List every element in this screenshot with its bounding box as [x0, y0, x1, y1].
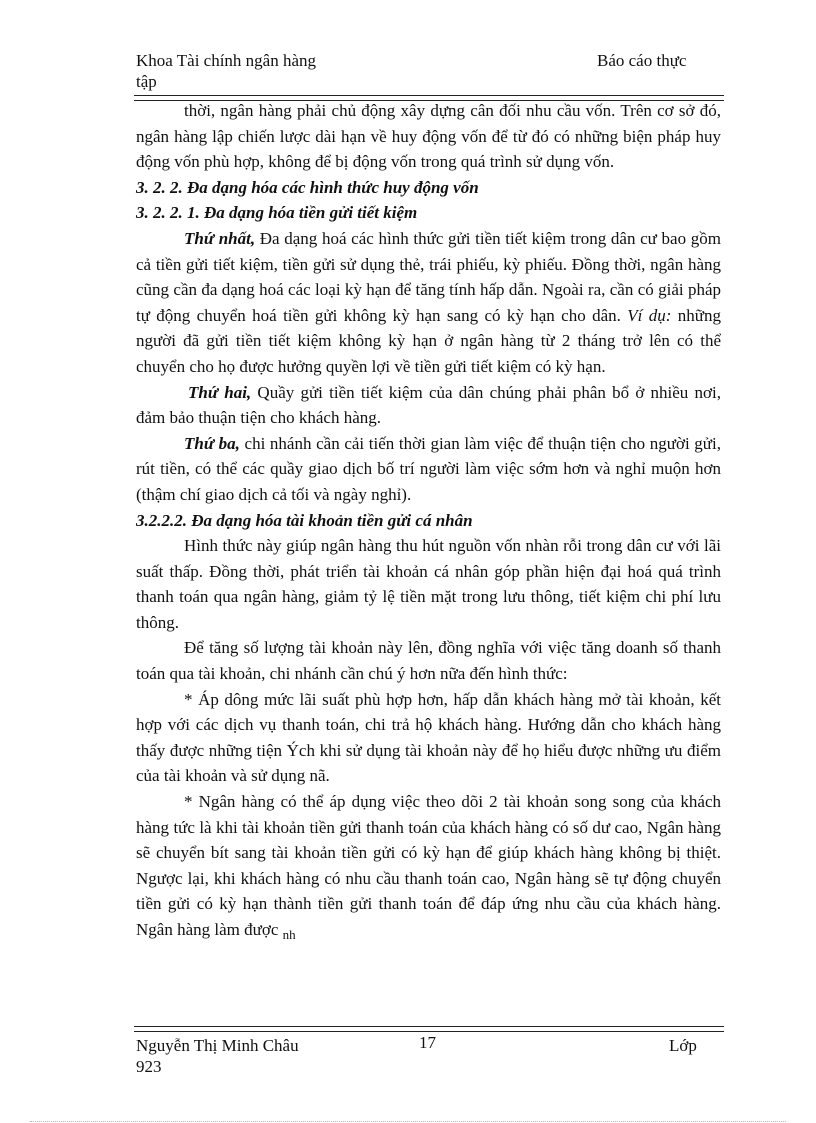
footer-author [136, 1035, 299, 1077]
header-left [136, 50, 316, 92]
paragraph-first-point [136, 226, 721, 380]
second-point-text: Quầy gửi tiền tiết kiệm của dân chúng phải phân bổ ở nhiều nơi, đảm bảo thuận tiện cho khách hàng. [136, 382, 721, 428]
example-label: Ví dụ: [627, 305, 672, 325]
paragraph-third-point [136, 431, 721, 508]
footer-author-name: Nguyễn Thị Minh Châu [136, 1036, 299, 1055]
section-heading-3-2-2: 3. 2. 2. Đa dạng hóa các hình thức huy động vốn [136, 177, 479, 197]
header-report-title: Báo cáo thực [597, 51, 687, 70]
header-faculty-continuation: tập [136, 72, 157, 91]
header-faculty: Khoa Tài chính ngân hàng [136, 51, 317, 70]
page-edge-dotted-line [30, 1121, 786, 1122]
lead-thu-nhat: Thứ nhất, [184, 228, 256, 248]
paragraph-8 [136, 789, 721, 948]
paragraph-5: Hình thức này giúp ngân hàng thu hút nguồn vốn nhàn rỗi trong dân cư với lãi suất thấp. Đồng thời, phát triển tài khoản cá nhân góp phần hiện đại hoá quá trình thanh toán qua ngân hàng, giảm tỷ lệ tiền mặt trong lưu thông, tiết kiệm chi phí lưu thông. [136, 536, 721, 632]
paragraph-8-trailing: nh [282, 927, 296, 942]
third-point-text: chi nhánh cần cải tiến thời gian làm việc để thuận tiện cho người gửi, rút tiền, có thể các quầy giao dịch bố trí người làm việc sớm hơn và nghỉ muộn hơn (thậm chí giao dịch cả tối và ngày nghỉ). [136, 433, 721, 504]
section-heading-3-2-2-2: 3.2.2.2. Đa dạng hóa tài khoản tiền gửi cá nhân [136, 510, 473, 530]
first-point-tail: những người đã gửi tiền tiết kiệm không kỳ hạn ở ngân hàng từ 2 tháng trở lên có thể chuyển cho họ được hưởng quyền lợi về tiền gửi tiết kiệm có kỳ hạn. [136, 305, 722, 376]
first-point-text: Đa dạng hoá các hình thức gửi tiền tiết kiệm trong dân cư bao gồm cả tiền gửi tiết kiệm, tiền gửi sử dụng thẻ, trái phiếu, kỳ phiếu. Đồng thời, ngân hàng cũng cần đa dạng hoá các loại kỳ hạn để tăng tính hấp dẫn. Ngoài ra, cần có giải pháp tự động chuyển hoá tiền gửi không kỳ hạn sang có kỳ hạn cho dân. [136, 228, 721, 325]
document-body [136, 98, 721, 948]
footer-class-label: Lớp [669, 1036, 697, 1055]
paragraph-8-text: * Ngân hàng có thể áp dụng việc theo dõi 2 tài khoản song song của khách hàng tức là khi tài khoản tiền gửi thanh toán của khách hàng có số dư cao, Ngân hàng sẽ chuyển bít sang tài khoản tiền gửi có kỳ hạn để giúp khách hàng không bị thiệt. Ngược lại, khi khách hàng có nhu cầu thanh toán cao, Ngân hàng sẽ tự động chuyển tiền gửi có kỳ hạn thành tiền gửi thanh toán để đáp ứng nhu cầu của khách hàng. Ngân hàng làm được [136, 792, 721, 939]
footer-class-number: 923 [136, 1057, 162, 1076]
page-number: 17 [419, 1033, 436, 1052]
paragraph-second-point [136, 380, 721, 431]
lead-thu-ba: Thứ ba, [184, 433, 240, 453]
lead-thu-hai: Thứ hai, [188, 382, 252, 402]
paragraph-1: thời, ngân hàng phải chủ động xây dựng cân đối nhu cầu vốn. Trên cơ sở đó, ngân hàng lập chiến lược dài hạn về huy động vốn để từ đó có những biện pháp huy động vốn phù hợp, không để bị động vốn trong quá trình sử dụng vốn. [136, 101, 721, 172]
paragraph-6: Để tăng số lượng tài khoản này lên, đồng nghĩa với việc tăng doanh số thanh toán qua tài khoản, chi nhánh cần chú ý hơn nữa đến hình thức: [136, 638, 721, 684]
paragraph-7: * Áp dông mức lãi suất phù hợp hơn, hấp dẫn khách hàng mở tài khoản, kết hợp với các dịch vụ thanh toán, chi trả hộ khách hàng. Hướng dẫn cho khách hàng thấy được những tiện Ých khi sử dụng tài khoản này để họ hiểu được những ưu điểm của tài khoản và sử dụng nã. [136, 689, 721, 786]
section-heading-3-2-2-1: 3. 2. 2. 1. Đa dạng hóa tiền gửi tiết kiệm [136, 203, 418, 223]
